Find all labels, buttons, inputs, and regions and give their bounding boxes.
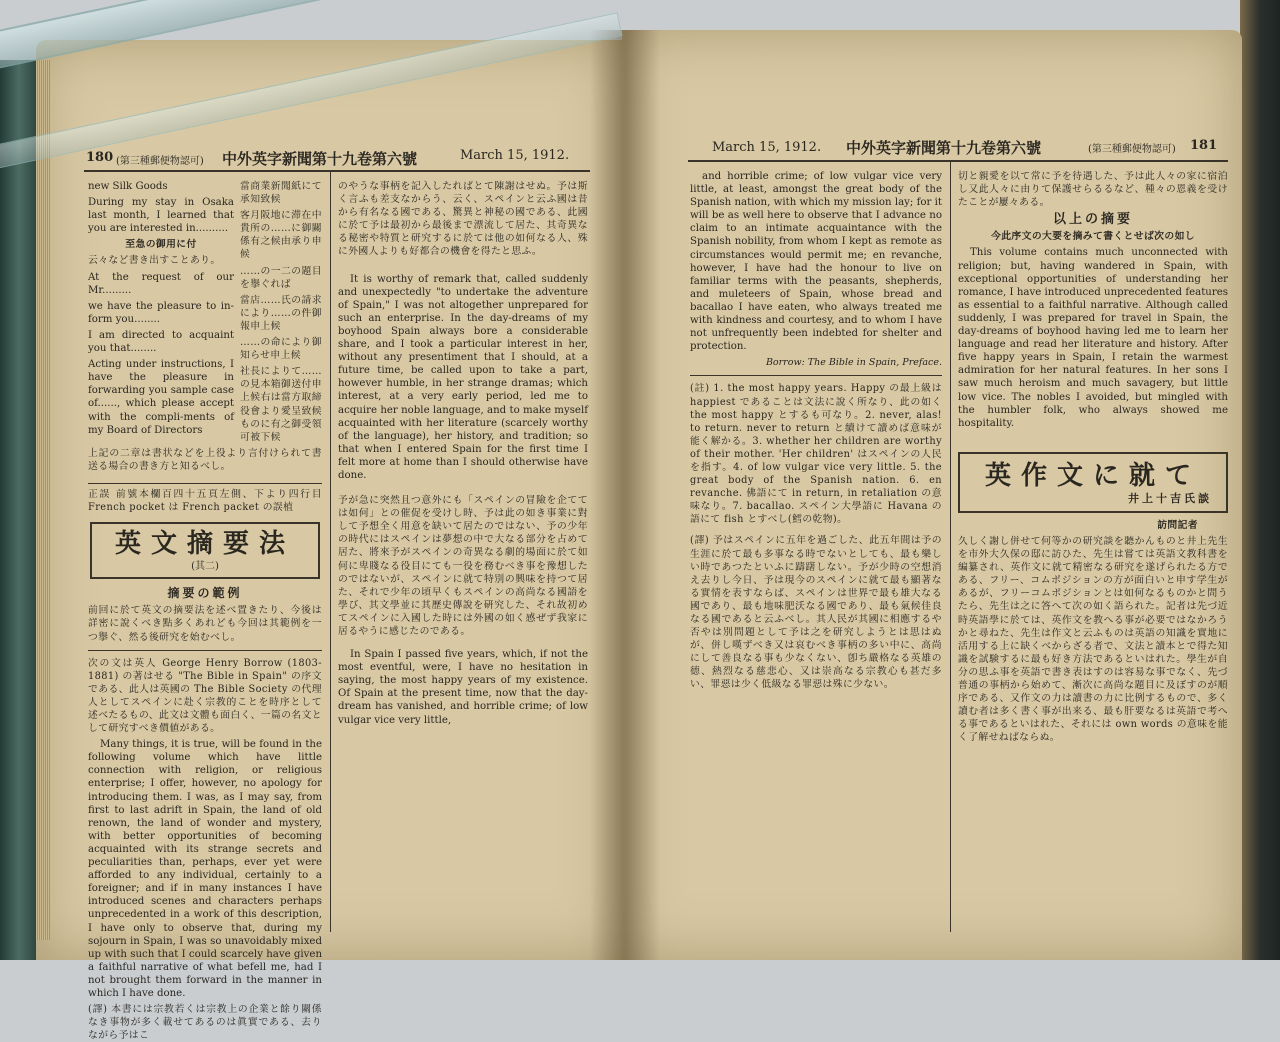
letter-item: we have the pleasure to in-form you........ <box>88 300 234 325</box>
section-subtitle: (其二) <box>191 561 219 573</box>
quote-english: Many things, it is true, will be found in the following volume which have little connection with religion, or religious enterprise; I offer, however, no apology for introducing them. I was, as I may say, from first to last adrift in Spain, the land of old renown, the land of wonder and mystery, with better opportunities of becoming acquainted with its strange secrets and peculiarities than, perhaps, ever yet were afforded to any individual, certainly to a foreigner; and if in many instances I have introduced scenes and characters perhaps unprecedented in a work of this description, I have only to observe that, during my sojourn in Spain, I was so unavoidably mixed up with such that I could scarcely have given a faithful narrative of what befell me, had I not brought them forward in the manner in which I have done. <box>88 739 322 999</box>
left-date: March 15, 1912. <box>460 148 570 163</box>
letter-item-jp: ……の一二の題目を擧ぐれば <box>240 265 322 290</box>
letter-item-jp: 當商業新聞紙にて承知致候 <box>240 181 322 206</box>
translation-end: 切と親愛を以て常に予を待遇した、予は此人々の家に宿泊し又此人々に由りて保護せらるるなど、種々の恩義を受けたことが屢々ある。 <box>958 171 1228 209</box>
summary-english: This volume contains much unconnected with religion; but, having wandered in Spain, with exceptional opportunities of understanding her romance, I have introduced unprecedented features as essential to a faithful narrative. Although called suddenly, I was prepared for travel in Spain, the day-dreams of boyhood having led me to learn her language and read her literature and history. After five happy years in Spain, I retain the warmest admiration for her natural features. In her sons I saw much heroism and much savagery, but little low vice. The nobles I avoided, but mingled with the humbler folk, who always showed me hospitality. <box>958 247 1228 429</box>
right-header-rule <box>688 160 1228 162</box>
letter-item-jp: 客月阪地に滞在中貴所の……に御關係有之候由承り申候 <box>240 210 322 261</box>
book-cover-right <box>1240 0 1280 960</box>
left-column-2 <box>338 180 588 940</box>
paragraph-translation: 予が急に突然且つ意外にも「スペインの冒險を企てては如何」との催促を受けし時、予は此の如き事業に對して予想全く用意を缺いて居たのではない、予の少年の時代にはスペインは夢想の中で大なる部分を占めて居た、將來予がスペインの奇異なる劇的場面に於て如何に卑賤なる役目にても一役を務むべき事を豫想したのではないが、スペインに就て特別の興味を持つて居た、それで少年の頃早くもスペインの高尚なる國語を學び、其文學並に其歷史傳說を硏究した、それ故初めてスペインに入國した時には外國の如く感ぜず我家に居るやうに感じたのである。 <box>338 495 588 637</box>
left-permit: (第三種郵便物認可) <box>116 156 204 167</box>
example-intro: 次の文は英人 George Henry Borrow (1803-1881) の著はせる "The Bible in Spain" の序文である、此人は英國の The Bible Society の代理人としてスペインに赴く宗教的ことを時序として述べたるもの、此文は文體も面白く、一篇の名文として研究すべき價値がある。 <box>88 657 322 735</box>
section-title-box <box>90 522 320 579</box>
letter-item: I am directed to acquaint you that........ <box>88 329 234 355</box>
subsection-heading: 摘要の範例 <box>167 586 243 601</box>
right-column-rule <box>950 162 951 932</box>
article-title-box <box>958 452 1228 513</box>
section-title: 英文摘要法 <box>114 529 295 560</box>
right-date: March 15, 1912. <box>712 140 822 155</box>
letter-item: During my stay in Osaka last month, I learned that you are interested in.......... <box>88 197 234 235</box>
translation: (譯) 本書には宗教若くは宗教上の企業と餘り關係なき事物が多く載せてあるのは眞實である、去りながら予はこ <box>88 1004 322 1042</box>
left-page-number: 180 <box>86 150 114 165</box>
letter-item-jp: 當店……氏の請求により……の件御報申上候 <box>240 294 322 332</box>
right-journal-title: 中外英字新聞第十九卷第六號 <box>846 139 1042 157</box>
letter-item-jp: 社長によりて……の見本箱御送付申上候右は當方取締役會より愛呈致候ものに有之御受領可被下候 <box>240 366 322 443</box>
interview-text: 久しく謝し併せて何等かの研究談を聽かんものと井上先生を市外大久保の邸に訪ひた、先生は嘗ては英語文教科書を編纂され、英作文に就て精密なる研究を遂げられたる方である、フリー、コムポジションの方が面白いと申す学生があるが、フリーコムポジションとは如何なるものかと問うたら、先生は之に答へて次の如く語られた。記者は先づ近時英語學に於ては、英作文を教へる事が必要ではなかろうかと尋ねた、先生は作文と云ふものは英語の知識を實地に活用する上に缺くべからざる者で、文法と讀本とで得た知識を試験するに最も好き方法であるといはれた。學生が自分の思ふ事を英語で書き表はすのは容易な事でなく、先づ普通の事柄から始めて、漸次に高尚な題目に及ぼすのが順序である、又作文の力は讀書の力に比例するもので、多く讀む者は多く書く事が出来る、最も肝要なるは英語で考へる事であるといはれた、それには own words の意味を能く了解せねばならぬ。 <box>958 535 1228 744</box>
notes: (註) 1. the most happy years. Happy の最上級は happiest であることは文法に說く所なり、此の如く the most happy とするも可なり。2. never, alas! to return. never to return と續けて讀めば意味が能く解かる。3. whether her children are worthy of their mother. 'Her children' はスペインの人民を指す。4. of low vulgar vice very little. 5. the great body of the Spanish nation. 6. en revanche. 佛語にて in return, in retaliation の意味なり。7. bacallao. スペイン大學語に Havana の語にて fish とすべし(鱈の乾物)。 <box>690 383 942 526</box>
right-column-1 <box>690 170 942 932</box>
attribution: Borrow: The Bible in Spain, Preface. <box>765 357 942 369</box>
letter-item: new Silk Goods <box>88 181 168 192</box>
translation: (譯) 予はスペインに五年を過ごした、此五年間は予の生涯に於て最も多事なる時でないとしても、最も樂しい時であつたといふに躊躇しない。予が少時の空想消え去りし今日、予は現今のスペインに就て最も顯著なる實情を表すならば、スペインは世界で最も雄大なる國であり、最も地味肥沃なる國であり、最も氣候佳良なる國であると云ふべし。其人民が其國に相應するや否やは別問題として予は之を研究しようとは思はぬが、併し嘆ずべき又は哀むべき事柄の多い中に、高尚にして善良なる事も少なくない、卽ち嚴格なる英雄の德、熱烈なる慈悲心、又は崇高なる宗教心も甚だ多い、罪惡は少く低級なる罪惡は殊に少ない。 <box>690 535 942 691</box>
left-header-rule <box>84 170 590 172</box>
summary-heading: 以上の摘要 <box>1052 212 1133 228</box>
letter-note: 上記の二章は書状などを上役より言付けられて書送る場合の書き方と知るべし。 <box>88 447 322 472</box>
article-author: 井上十吉氏談 <box>1128 491 1212 505</box>
intro-paragraph: 前回に於て英文の摘要法を述べ置きたり、今後は詳密に說くべき點多くあれども今回は其範例を一つ擧ぐ、然る後研究を始むべし。 <box>88 605 322 643</box>
paragraph-english: and horrible crime; of low vulgar vice very little, at least, amongst the great body of the Spanish nation, with which my mission lay; for it will be as well here to observe that I advance no claim to an intimate acquaintance with the Spanish nobility, from whom I kept as remote as circumstances would permit me; en revanche, however, I have had the honour to live on familiar terms with the peasants, shepherds, and muleteers of Spain, whose bread and bacallao I have eaten, who always treated me with kindness and courtesy, and to whom I have not unfrequently been indebted for shelter and protection. <box>690 171 942 353</box>
translation-cont: のやうな事柄を記入したればとて陳謝はせぬ。予は斯く言ふも差支なからう、云く、スペインと云ふ國は昔から有名なる國である、驚異と神秘の國である、此國に於て予は最初から最後まで漂流して居た、其奇異なる秘密や特質と研究するに於ては他の如何なる人、殊に外國人よりも好都合の機會を得たと思ふ。 <box>338 181 588 258</box>
letter-item: Acting under instructions, I have the pleasure in forwarding you sample case of......, which please accept with the compli-ments of my Board of Directors <box>88 359 234 436</box>
paragraph-english: It is worthy of remark that, called suddenly and unexpectedly "to undertake the adventure of Spain," I was not altogether unprepared for such an enterprise. In the day-dreams of my boyhood Spain always bore a considerable share, and I took a particular interest in her, without any presentiment that I should, at a future time, be called upon to take a part, however humble, in her strange dramas; which interest, at a very early period, led me to acquire her noble language, and to make myself acquainted with her literature (scarcely worthy of the language), her history, and tradition; so that when I entered Spain for the first time I felt more at home than I should otherwise have done. <box>338 273 588 481</box>
left-column-rule <box>330 172 331 932</box>
letter-item: 云々など書き出すことあり。 <box>88 255 221 267</box>
gutter-shadow <box>590 30 660 960</box>
letter-item-jp: ……の命により御知らせ申上候 <box>240 337 322 362</box>
letter-heading: 至急の御用に付 <box>125 239 197 251</box>
erratum: 正誤 前號本欄百四十五頁左側、下より四行目 French pocket は French packet の誤植 <box>88 488 322 514</box>
right-column-2 <box>958 170 1228 932</box>
left-journal-title: 中外英字新聞第十九卷第六號 <box>222 150 418 168</box>
page-edges <box>36 60 50 940</box>
summary-intro: 今此序文の大要を摘みて書くとせば次の如し <box>991 231 1195 243</box>
paragraph-english-2: In Spain I passed five years, which, if not the most eventful, were, I have no hesitation in saying, the most happy years of my existence. Of Spain at the present time, now that the day-dream has vanished, and horrible crime; of low vulgar vice very little, <box>338 649 588 726</box>
letter-item: At the request of our Mr......... <box>88 271 234 296</box>
interviewer: 訪問記者 <box>1157 519 1198 531</box>
right-permit: (第三種郵便物認可) <box>1088 144 1176 155</box>
book-cover-left <box>0 60 38 960</box>
right-page-number: 181 <box>1190 138 1218 153</box>
left-column-1 <box>88 180 322 1042</box>
article-title: 英作文に就て <box>984 460 1201 491</box>
